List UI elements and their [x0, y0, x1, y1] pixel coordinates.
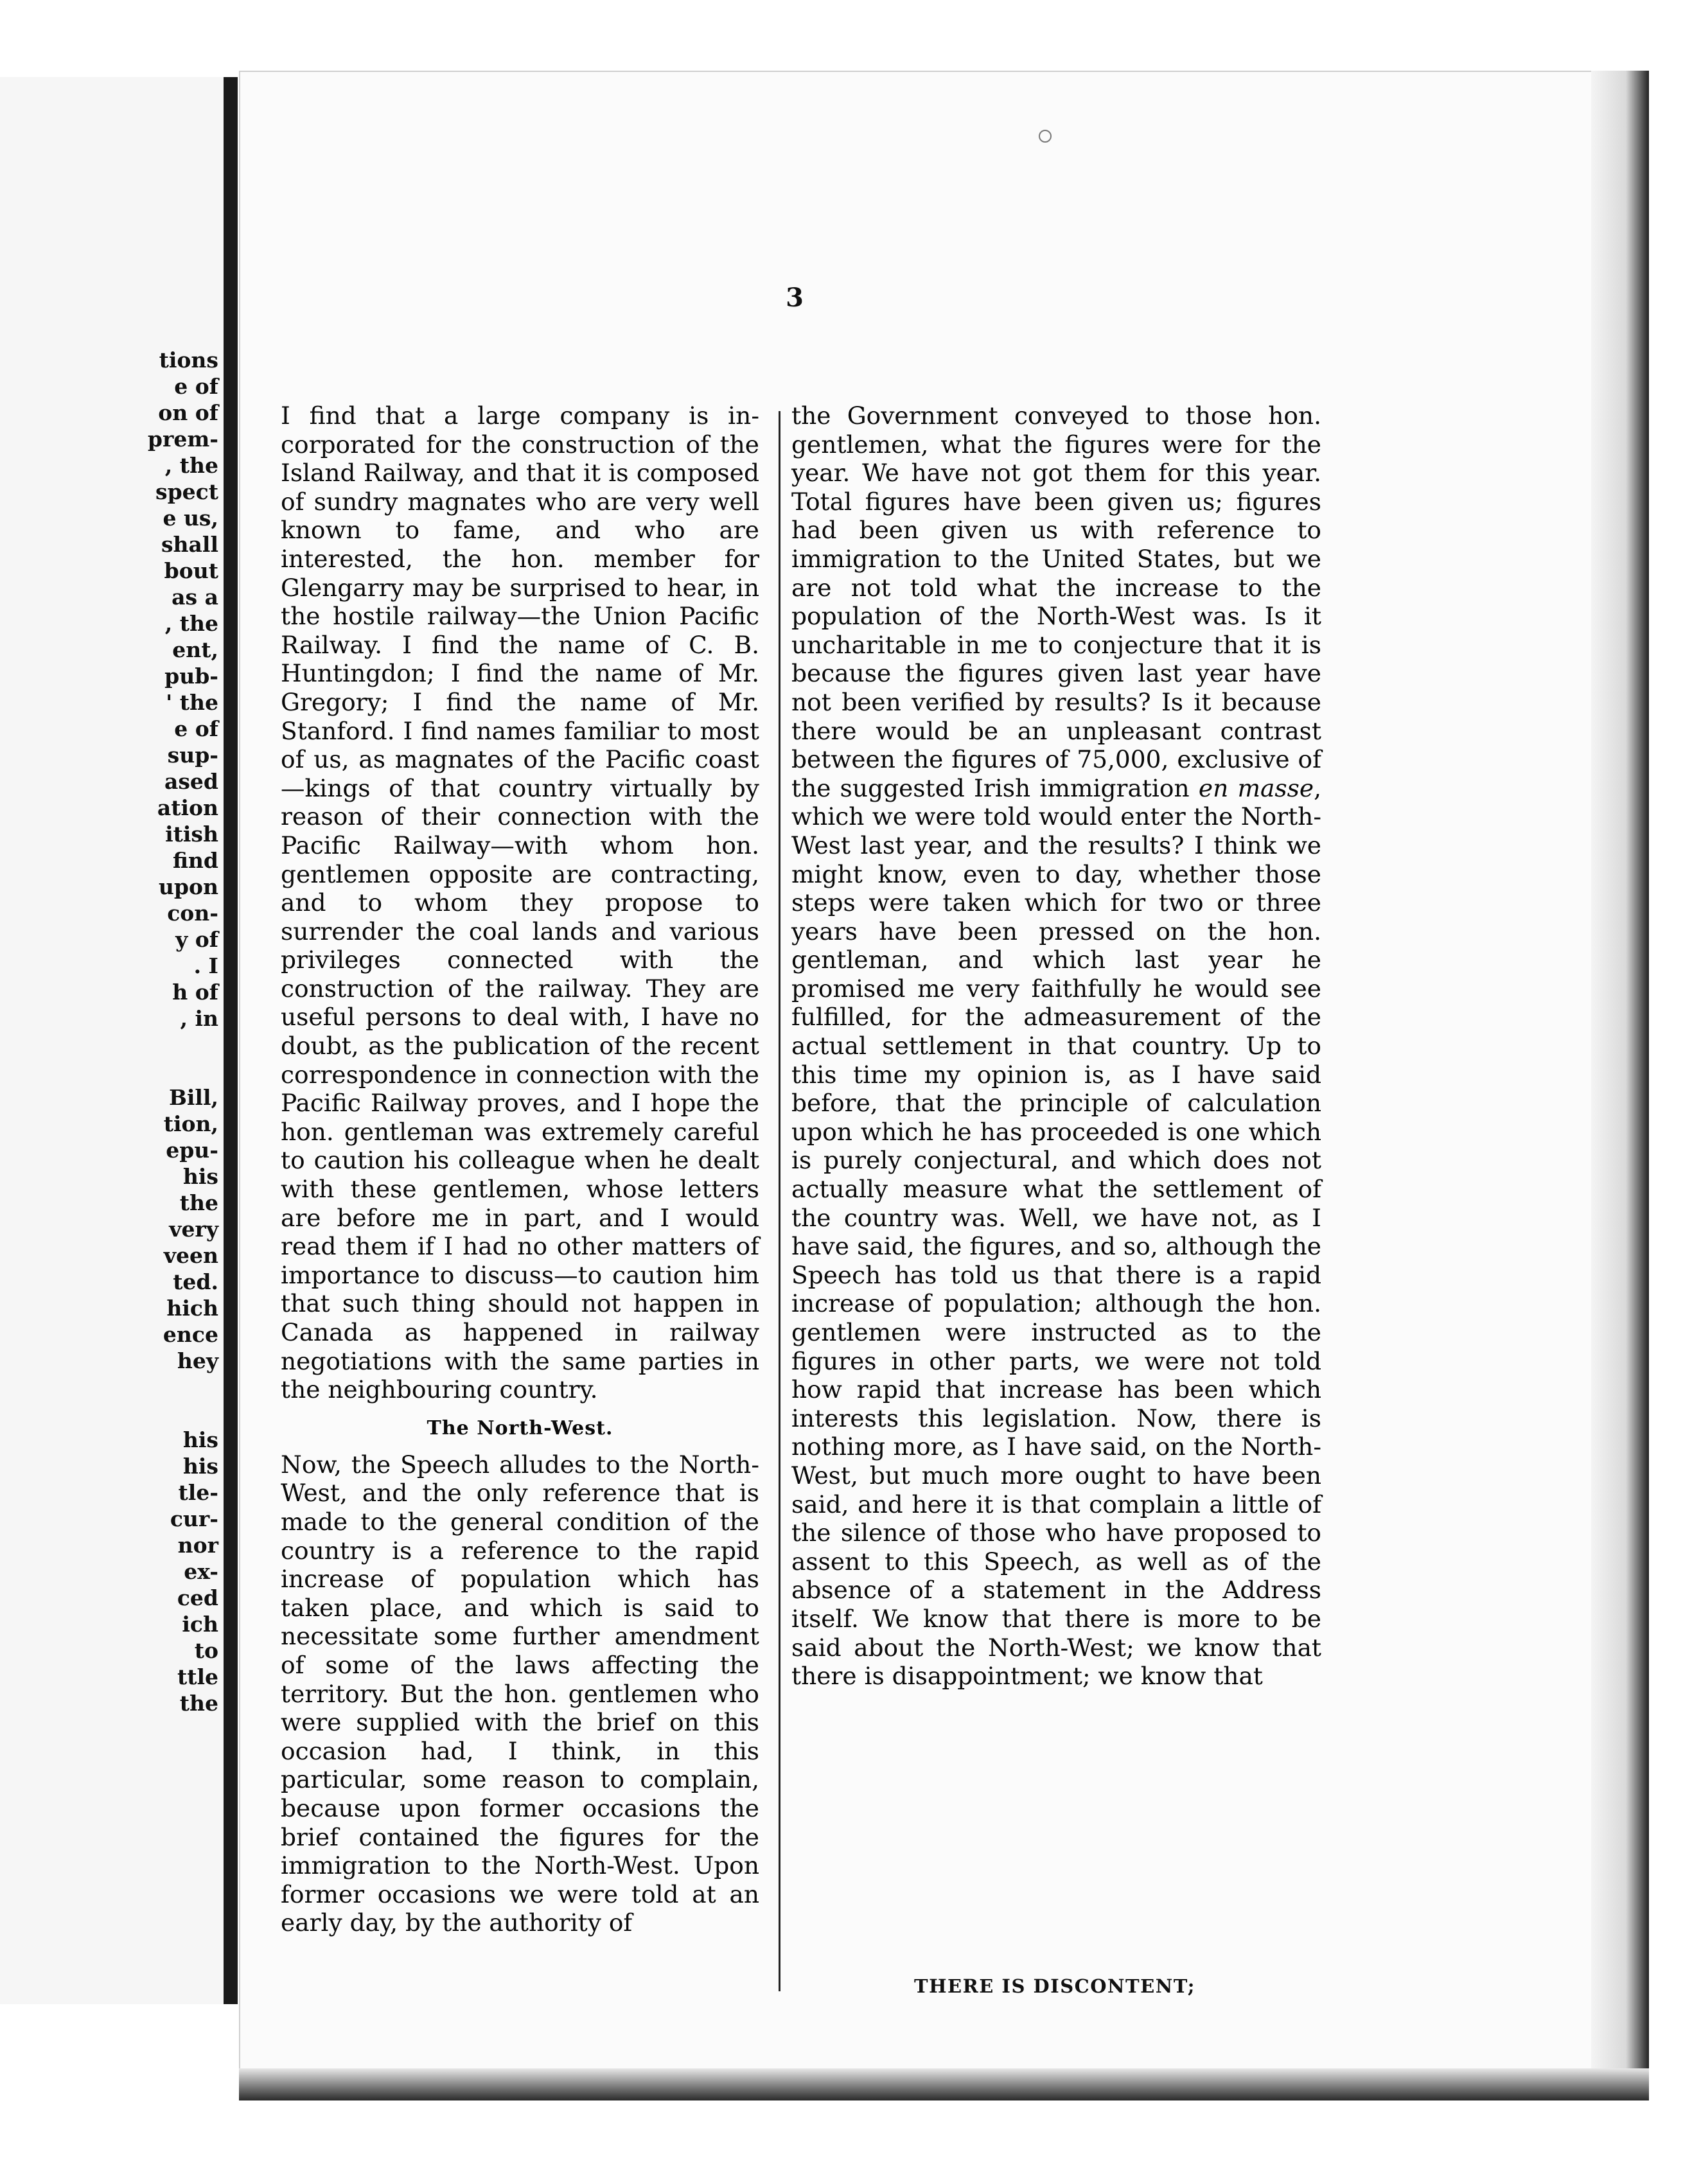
right-paragraph-1 — [791, 401, 1321, 1691]
right-column — [791, 401, 1321, 1691]
section-heading: The North-West. — [427, 1416, 613, 1440]
bleed-line: ted. — [173, 1269, 218, 1294]
bleed-line: , the — [164, 453, 218, 478]
bleed-line: his — [182, 1164, 218, 1189]
bleed-line — [0, 1058, 218, 1084]
bleed-line: ced — [177, 1585, 218, 1610]
bleed-line: y of — [175, 927, 218, 952]
left-column — [281, 401, 759, 1937]
bleed-line: tion, — [163, 1111, 218, 1136]
bleed-line — [0, 1374, 218, 1400]
adjacent-page-text — [0, 347, 218, 1716]
bleed-line: tions — [159, 348, 218, 373]
left-paragraph-1: I find that a large company is in-corporated for the construction of the Island Railway, and that it is composed of sundry magnates who are very well known to fame, and who are interested, the hon. member for Glengarry may be surprised to hear, in the hostile railway—the Union Pacific Railway. I find the name of C. B. Huntingdon; I find the name of Mr. Gregory; I find the name of Mr. Stanford. I find names familiar to most of us, as magnates of the Pacific coast—kings of that country virtually by reason of their connection with the Pacific Railway—with whom hon. gentlemen opposite are contracting, and to whom they propose to surrender the coal lands and various privileges connected with the construction of the railway. They are useful persons to deal with, I have no doubt, as the publication of the recent correspondence in connection with the Pacific Railway proves, and I hope the hon. gentleman was extremely careful to caution his colleague when he dealt with these gentlemen, whose letters are before me in part, and I would read them if I had no other matters of importance to discuss—to caution him that such thing should not happen in Canada as happened in railway negotiations with the same parties in the neighbouring country. — [281, 401, 759, 1404]
punch-hole-mark — [1039, 130, 1052, 143]
bleed-line: ation — [157, 795, 218, 820]
bleed-line: h of — [172, 980, 218, 1005]
bleed-line: ' the — [166, 690, 218, 715]
column-divider — [779, 411, 780, 1991]
bleed-line: , the — [164, 611, 218, 636]
bleed-line: the — [179, 1190, 218, 1215]
page-bottom-edge — [239, 2068, 1649, 2100]
page-number: 3 — [786, 283, 804, 313]
bleed-line: . I — [193, 953, 218, 978]
right-paragraph-1-part-a: the Government conveyed to those hon. gentlemen, what the figures were for the year. We have not got them for this year. Total figures have been given us; figures had been given us with reference to immigration to the United States, but we are not told what the increase to the population of the North-West was. Is it uncharitable in me to conjecture that it is because the figures given last year have not been verified by results? Is it because there would be an unpleasant contrast between the figures of 75,000, exclusive of the suggested Irish immigration — [791, 401, 1321, 802]
bleed-line: shall — [161, 532, 218, 557]
bleed-line: to — [194, 1638, 218, 1663]
bleed-line: ased — [164, 769, 218, 794]
bleed-line: hich — [166, 1296, 218, 1321]
bleed-line: on of — [158, 400, 218, 425]
page-right-edge — [1591, 71, 1649, 2100]
bleed-line: very — [169, 1217, 218, 1242]
bleed-line — [0, 1032, 218, 1058]
bleed-line: epu- — [166, 1138, 218, 1163]
left-paragraph-2: Now, the Speech alludes to the North-West, and the only reference that is made to the general condition of the country is a reference to the rapid increase of population which has taken place, and which is said to necessitate some further amendment of some of the laws affecting the territory. But the hon. gentlemen who were supplied with the brief on this occasion had, I think, in this particular, some reason to complain, because upon former occasions the brief contained the figures for the immigration to the North-West. Upon former occasions we were told at an early day, by the authority of — [281, 1450, 759, 1937]
bleed-line: veen — [163, 1243, 218, 1268]
adjacent-page-bleed — [0, 77, 225, 2004]
bleed-line: ent, — [172, 637, 218, 662]
bleed-line: cur- — [170, 1506, 218, 1531]
bleed-line: e of — [174, 716, 218, 741]
italic-phrase: en masse — [1198, 773, 1314, 802]
bleed-line — [0, 1400, 218, 1427]
bleed-line: Bill, — [169, 1085, 218, 1110]
document-page — [239, 71, 1649, 2100]
right-paragraph-1-part-b: , which we were told would enter the North-West last year, and the results? I think we might know, even to day, whether those steps were taken which for two or three years have been pressed on the hon. gentleman, and which last year he promised me very faithfully he would see fulfilled, for the admeasurement of the actual settlement in that country. Up to this time my opinion is, as I have said before, that the principle of calculation upon which he has proceeded is one which is purely conjectural, and which does not actually measure what the settlement of the country was. Well, we have not, as I have said, the figures, and so, although the Speech has told us that there is a rapid increase of population; although the hon. gentlemen were instructed as to the figures in other parts, we were not told how rapid that increase has been which interests this legislation. Now, there is nothing more, as I have said, on the North-West, but much more ought to have been said, and here it is that complain a little of the silence of those who have proposed to assent to this Speech, as well as of the absence of a statement in the Address itself. We know that there is more to be said about the North-West; we know that there is disappointment; we know that — [791, 773, 1321, 1691]
bleed-line: as a — [172, 585, 218, 610]
bleed-line: his — [182, 1427, 218, 1452]
bleed-line: e us, — [163, 506, 218, 531]
bleed-line: itish — [165, 822, 218, 847]
bleed-line: spect — [155, 479, 218, 504]
bleed-line: prem- — [147, 427, 218, 452]
bleed-line: ich — [182, 1612, 218, 1637]
bleed-line: find — [172, 848, 218, 873]
bleed-line: ttle — [177, 1664, 218, 1689]
bleed-line: con- — [167, 901, 218, 926]
bleed-line: ex- — [184, 1559, 218, 1584]
catchline-heading: THERE IS DISCONTENT; — [914, 1975, 1195, 1997]
bleed-line: e of — [174, 374, 218, 399]
bleed-line: hey — [177, 1348, 218, 1373]
bleed-line: his — [182, 1454, 218, 1479]
bleed-line: bout — [164, 558, 218, 583]
bleed-line: pub- — [164, 664, 218, 689]
bleed-line: the — [179, 1691, 218, 1716]
bleed-line: upon — [158, 874, 218, 899]
bleed-line: tle- — [178, 1480, 218, 1505]
binding-edge — [224, 77, 238, 2004]
bleed-line: sup- — [167, 743, 218, 768]
bleed-line: , in — [180, 1006, 218, 1031]
bleed-line: ence — [163, 1322, 218, 1347]
bleed-line: nor — [177, 1533, 218, 1558]
